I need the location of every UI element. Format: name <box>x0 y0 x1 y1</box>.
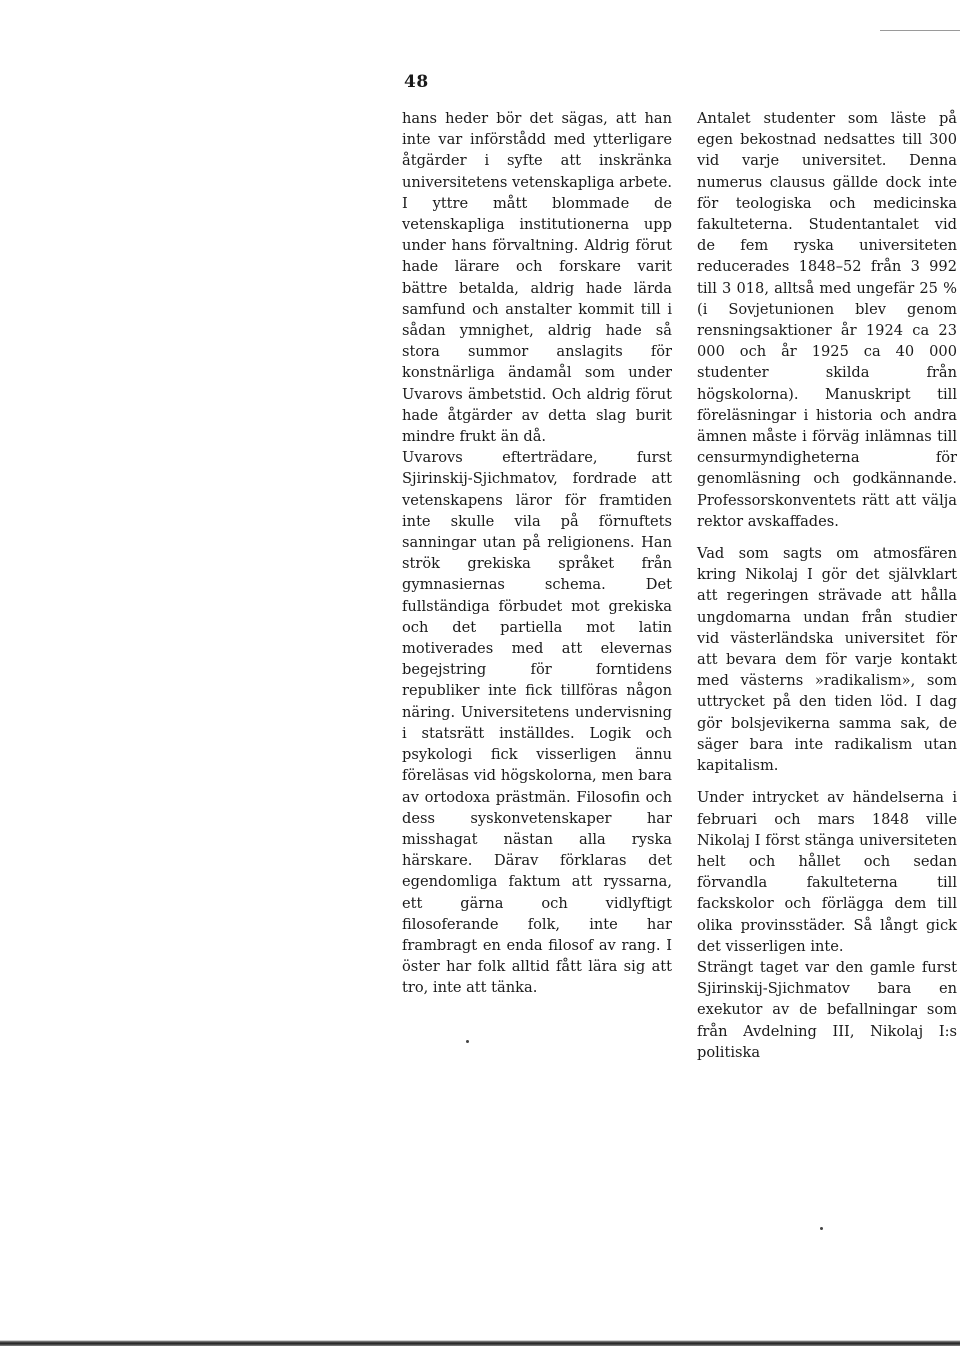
paragraph: Uvarovs efterträdare, furst Sjirinskij-Sjichmatov, fordrade att vetenskapens läror för framtiden inte skulle vila på förnuftets sanningar utan på religionens. Han strök grekiska språket från gymnasiernas schema. Det fullständiga förbudet mot grekiska och det partiella mot latin motiverades med att elevernas begejstring för forntidens republiker inte fick tillföras någon näring. Universitetens undervisning i statsrätt inställdes. Logik och psykologi fick visserligen ännu föreläsas vid högskolorna, men bara av ortodoxa prästmän. Filosofin och dess syskonvetenskaper har misshagat nästan alla ryska härskare. Därav förklaras det egendomliga faktum att ryssarna, ett gärna och vidlyftigt filosoferande folk, inte har frambragt en enda filosof av rang. I öster har folk alltid fått lära sig att tro, inte att tänka. <box>402 449 672 997</box>
page-number: 48 <box>404 72 429 92</box>
scan-speck <box>820 1227 823 1230</box>
paragraph: Antalet studenter som läste på egen bekostnad nedsattes till 300 vid varje universitet. Denna numerus clausus gällde dock inte för teologiska och medicinska fakulteterna. Studentantalet vid de fem ryska universiteten reducerades 1848–52 från 3 992 till 3 018, alltså med ungefär 25 % (i Sovjetunionen blev genom rensningsaktioner år 1924 ca 23 000 och år 1925 ca 40 000 studenter skilda från högskolorna). Manuskript till föreläsningar i historia och andra ämnen måste i förväg inlämnas till censurmyndigheterna för genomläsning och godkännande. Professorskonventets rätt att välja rektor avskaffades. <box>697 110 957 530</box>
right-column <box>697 108 957 1063</box>
scan-line-top <box>880 30 960 31</box>
paragraph: Vad som sagts om atmosfären kring Nikolaj I gör det självklart att regeringen strävade att hålla ungdomarna undan från studier vid västerländska universitet för att bevara dem för varje kontakt med västerns »radikalism», som uttrycket på den tiden löd. I dag gör bolsjevikerna samma sak, de säger bara inte radikalism utan kapitalism. <box>697 545 957 775</box>
scan-speck <box>466 1040 469 1043</box>
paragraph: hans heder bör det sägas, att han inte var införstådd med ytterligare åtgärder i syfte att inskränka universitetens vetenskapliga arbete. <box>402 110 672 191</box>
paragraph: I yttre mått blommade de vetenskapliga institutionerna upp under hans förvaltning. Aldrig förut hade lärare och forskare varit bättre betalda, aldrig hade lärda samfund och anstalter kommit till i sådan ymnighet, aldrig hade så stora summor anslagits för konstnärliga ändamål som under Uvarovs ämbetstid. Och aldrig förut hade åtgärder av detta slag burit mindre frukt än då. <box>402 194 672 446</box>
paragraph: Under intrycket av händelserna i februari och mars 1848 ville Nikolaj I först stänga universiteten helt och hållet och sedan förvandla fakulteterna till fackskolor och förlägga dem till olika provinsstäder. Så långt gick det visserligen inte. <box>697 789 957 955</box>
scan-line-bottom <box>0 1340 960 1346</box>
left-column <box>402 108 672 999</box>
paragraph: Strängt taget var den gamle furst Sjirinskij-Sjichmatov bara en exekutor av de befallningar som från Avdelning III, Nikolaj I:s politiska <box>697 958 957 1061</box>
